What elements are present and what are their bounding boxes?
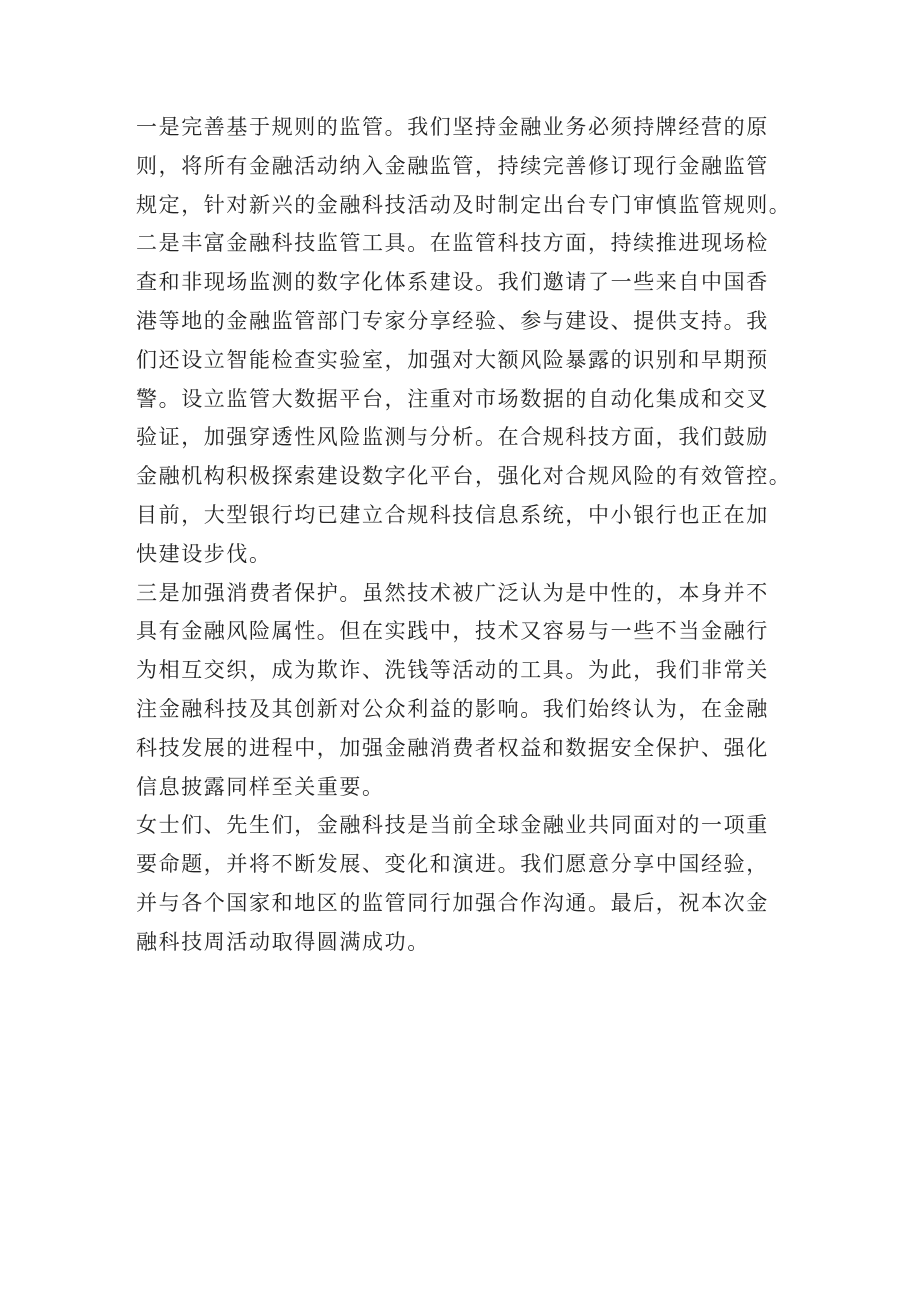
text-line: 女士们、先生们，金融科技是当前全球金融业共同面对的一项重 [136,813,769,838]
text-line: 科技发展的进程中，加强金融消费者权益和数据安全保护、强化 [136,735,769,760]
text-line: 并与各个国家和地区的监管同行加强合作沟通。最后，祝本次金 [136,890,769,915]
text-line: 们还设立智能检查实验室，加强对大额风险暴露的识别和早期预 [136,347,769,372]
text-line: 则，将所有金融活动纳入金融监管，持续完善修订现行金融监管 [136,153,769,178]
text-line: 规定，针对新兴的金融科技活动及时制定出台专门审慎监管规则。 [136,192,792,217]
document-body [136,108,796,962]
text-line: 二是丰富金融科技监管工具。在监管科技方面，持续推进现场检 [136,231,769,256]
paragraph-fintech-tools [136,224,796,573]
paragraph-rule-based-supervision [136,108,796,224]
text-line: 警。设立监管大数据平台，注重对市场数据的自动化集成和交叉 [136,386,769,411]
text-line: 具有金融风险属性。但在实践中，技术又容易与一些不当金融行 [136,619,769,644]
text-line: 查和非现场监测的数字化体系建设。我们邀请了一些来自中国香 [136,270,769,295]
text-line: 要命题，并将不断发展、变化和演进。我们愿意分享中国经验， [136,852,769,877]
text-line: 验证，加强穿透性风险监测与分析。在合规科技方面，我们鼓励 [136,425,769,450]
paragraph-closing-remarks [136,806,796,961]
text-line: 融科技周活动取得圆满成功。 [136,929,430,954]
text-line: 目前，大型银行均已建立合规科技信息系统，中小银行也正在加 [136,502,769,527]
text-line: 快建设步伐。 [136,541,272,566]
paragraph-consumer-protection [136,574,796,807]
text-line: 为相互交织，成为欺诈、洗钱等活动的工具。为此，我们非常关 [136,658,769,683]
text-line: 信息披露同样至关重要。 [136,774,385,799]
text-line: 一是完善基于规则的监管。我们坚持金融业务必须持牌经营的原 [136,115,769,139]
text-line: 金融机构积极探索建设数字化平台，强化对合规风险的有效管控。 [136,464,792,489]
text-line: 三是加强消费者保护。虽然技术被广泛认为是中性的，本身并不 [136,580,769,605]
text-line: 注金融科技及其创新对公众利益的影响。我们始终认为，在金融 [136,696,769,721]
text-line: 港等地的金融监管部门专家分享经验、参与建设、提供支持。我 [136,308,769,333]
